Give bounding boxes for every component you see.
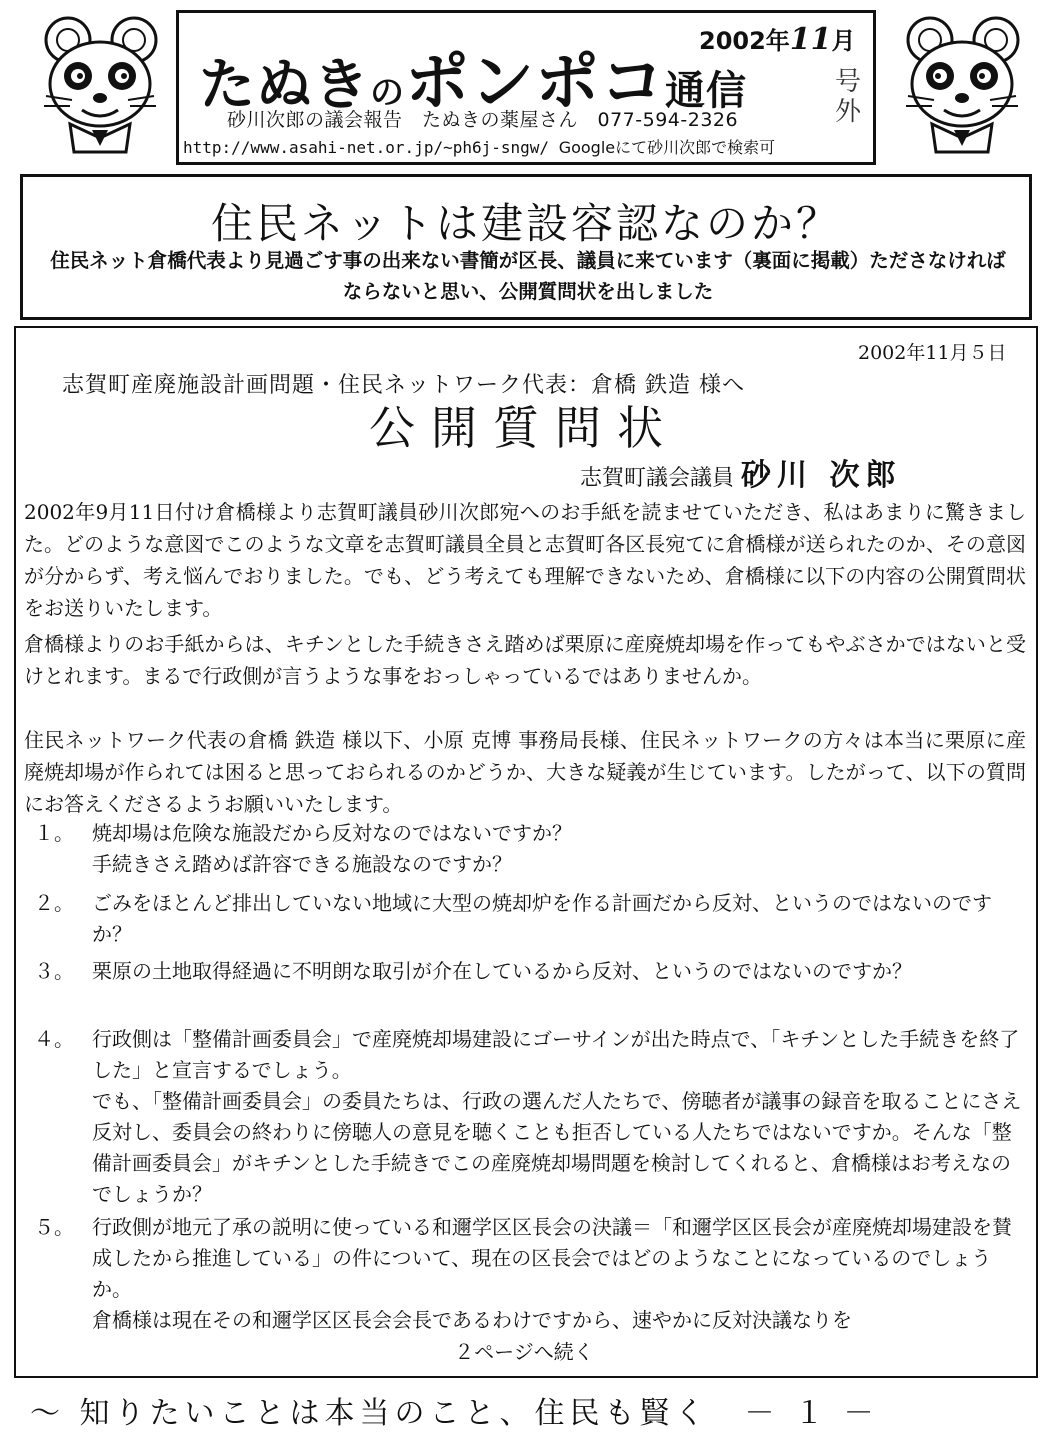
- question-item: [34, 818, 1024, 880]
- tanuki-mascot-left: [30, 14, 170, 154]
- question-text-continued: 手続きさえ踏めば許容できる施設なのですか？: [92, 852, 512, 876]
- question-item: [34, 1212, 1024, 1336]
- question-text: 焼却場は危険な施設だから反対なのではないですか？: [92, 821, 572, 845]
- question-item: [34, 1024, 1024, 1210]
- question-text-continued: 倉橋様は現在その和邇学区区長会会長であるわけですから、速やかに反対決議なりを: [92, 1308, 852, 1332]
- newsletter-title: たぬきのポンポコ通信: [199, 46, 747, 120]
- letter-paragraph: 2002年9月11日付け倉橋様より志賀町議員砂川次郎宛へのお手紙を読ませていただき、私はあまりに驚きました。どのような意図でこのような文章を志賀町議員全員と志賀町各区長宛てに倉橋様が送られたのか、その意図が分からず、考え悩んでおりました。でも、どう考えても理解できないため、倉橋様に以下の内容の公開質問状をお送りいたします。: [24, 500, 1026, 620]
- question-item: [34, 888, 1024, 950]
- footer: [30, 1388, 1020, 1432]
- page-number: － １ －: [744, 1396, 879, 1431]
- question-item: [34, 956, 1024, 987]
- website-line: [183, 135, 775, 158]
- sender-role: 志賀町議会議員: [580, 466, 735, 491]
- headline-subtitle: 住民ネット倉橋代表より見過ごす事の出来ない書簡が区長、議員に来ています（裏面に掲載）たださなければならないと思い、公開質問状を出しました: [50, 249, 1006, 303]
- search-note: Googleにて砂川次郎で検索可: [558, 138, 776, 157]
- letter-sender: [580, 450, 901, 494]
- question-number: ２。: [34, 891, 74, 915]
- question-number: ４。: [34, 1027, 74, 1051]
- website-url: http://www.asahi-net.or.jp/~ph6j-sngw/: [183, 138, 550, 157]
- question-number: ３。: [34, 959, 74, 983]
- headline-box: [20, 174, 1032, 320]
- question-number: １。: [34, 821, 74, 845]
- tanuki-mascot-right: [892, 14, 1032, 154]
- letter-title: 公開質問状: [369, 401, 679, 455]
- letter-date: 2002年11月５日: [858, 342, 1007, 364]
- question-number: ５。: [34, 1215, 74, 1239]
- question-text: 栗原の土地取得経過に不明朗な取引が介在しているから反対、というのではないのですか？: [92, 959, 912, 983]
- question-text: 行政側は「整備計画委員会」で産廃焼却場建設にゴーサインが出た時点で、「キチンとした手続きを終了した」と宣言するでしょう。: [92, 1027, 1020, 1082]
- headline-title: 住民ネットは建設容認なのか？: [210, 199, 841, 248]
- extra-edition-mark: 号外: [834, 67, 861, 127]
- question-text: ごみをほとんど排出していない地域に大型の焼却炉を作る計画だから反対、というのではないのですか？: [92, 891, 992, 946]
- letter-paragraph: 住民ネットワーク代表の倉橋 鉄造 様以下、小原 克博 事務局長様、住民ネットワークの方々は本当に栗原に産廃焼却場が作られては困ると思っておられるのかどうか、大きな疑義が生じています。したがって、以下の質問にお答えくださるようお願いいたします。: [24, 728, 1026, 816]
- footer-slogan: ～ 知りたいことは本当のこと、住民も賢く: [30, 1396, 710, 1431]
- question-text-continued: でも、「整備計画委員会」の委員たちは、行政の選んだ人たちで、傍聴者が議事の録音を取ることにさえ反対し、委員会の終わりに傍聴人の意見を聴くことも拒否している人たちではないですか。そんな「整備計画委員会」がキチンとした手続きでこの産廃焼却場問題を検討してくれると、倉橋様はお考えなのでしょうか？: [92, 1089, 1022, 1206]
- newsletter-subtitle: 砂川次郎の議会報告 たぬきの薬屋さん 077-594-2326: [227, 109, 739, 131]
- question-text: 行政側が地元了承の説明に使っている和邇学区区長会の決議＝「和邇学区区長会が産廃焼却場建設を賛成したから推進している」の件について、現在の区長会ではどのようなことになっているのでしょうか。: [92, 1215, 1012, 1301]
- sender-name: 砂川 次郎: [741, 458, 902, 493]
- masthead: [176, 10, 876, 165]
- issue-date: 2002年11月: [699, 22, 856, 57]
- continued-note: ２ページへ続く: [454, 1340, 594, 1364]
- letter-paragraph: 倉橋様よりのお手紙からは、キチンとした手続きさえ踏めば栗原に産廃焼却場を作ってもやぶさかではないと受けとれます。まるで行政側が言うような事をおっしゃっているではありませんか。: [24, 632, 1026, 688]
- letter-addressee: 志賀町産廃施設計画問題・住民ネットワーク代表：倉橋 鉄造 様へ: [62, 373, 745, 398]
